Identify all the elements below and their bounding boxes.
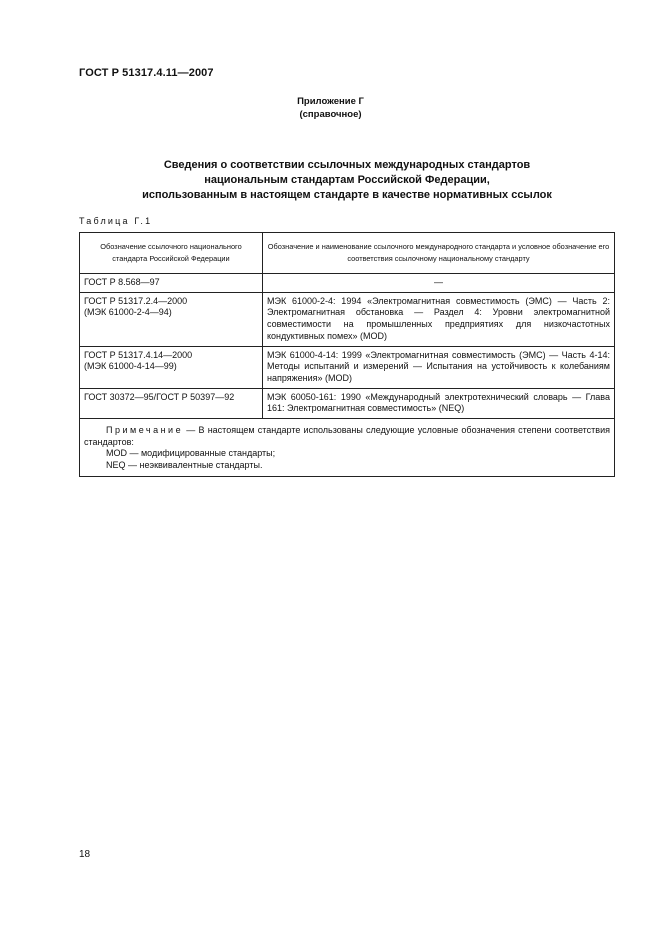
international-standard-cell: МЭК 60050-161: 1990 «Международный электротехнический словарь — Глава 161: Электромагнитная совместимость» (NEQ) [263, 388, 615, 418]
table-row [80, 292, 615, 346]
international-standard-cell: МЭК 61000-4-14: 1999 «Электромагнитная совместимость (ЭМС) — Часть 4-14: Методы испытаний и измерений — Испытания на устойчивость к колебаниям напряжения» (MOD) [263, 346, 615, 388]
heading-line-3: использованным в настоящем стандарте в качестве нормативных ссылок [142, 189, 552, 201]
international-standard-cell: МЭК 61000-2-4: 1994 «Электромагнитная совместимость (ЭМС) — Часть 2: Электромагнитная обстановка — Раздел 4: Уровни электромагнитной совместимости на промышленных предприятиях для низкочастотных кондуктивных помех» (MOD) [263, 292, 615, 346]
document-code-header: ГОСТ Р 51317.4.11—2007 [79, 67, 214, 79]
table-row [80, 388, 615, 418]
note-text: — В настоящем стандарте использованы следующие условные обозначения степени соответствия стандартов: [84, 425, 610, 447]
table-caption: Таблица Г.1 [79, 216, 153, 226]
international-standard-cell: — [263, 274, 615, 293]
section-heading [79, 158, 615, 203]
column-header-international: Обозначение и наименование ссылочного международного стандарта и условное обозначение его соответствия ссылочному национальному стандарту [263, 233, 615, 274]
note-item-mod: MOD — модифицированные стандарты; [106, 448, 276, 459]
page-number: 18 [79, 849, 91, 860]
national-standard-code: ГОСТ 30372—95/ГОСТ Р 50397—92 [84, 391, 235, 402]
appendix-type: (справочное) [299, 109, 362, 120]
national-standard-code: ГОСТ Р 51317.2.4—2000 [84, 295, 188, 306]
national-standard-code: ГОСТ Р 51317.4.14—2000 [84, 349, 193, 360]
heading-line-1: Сведения о соответствии ссылочных международных стандартов [163, 159, 531, 171]
heading-line-2: национальным стандартам Российской Федерации, [204, 174, 490, 186]
appendix-title: Приложение Г [297, 96, 364, 107]
table-note [80, 419, 615, 477]
national-standard-code: ГОСТ Р 8.568—97 [84, 277, 160, 287]
table-row [80, 274, 615, 293]
column-header-national: Обозначение ссылочного национального стандарта Российской Федерации [80, 233, 263, 274]
standards-correspondence-table [79, 232, 615, 477]
table-header-row [80, 233, 615, 274]
national-standard-cell [80, 388, 263, 418]
note-item-neq: NEQ — неэквивалентные стандарты. [106, 460, 263, 471]
national-standard-cell [80, 292, 263, 346]
table-row [80, 346, 615, 388]
national-standard-cell [80, 346, 263, 388]
table-note-row [80, 419, 615, 477]
national-standard-cell [80, 274, 263, 293]
equivalent-standard-code: (МЭК 61000-4-14—99) [84, 361, 177, 372]
note-label: Примечание [106, 425, 184, 436]
equivalent-standard-code: (МЭК 61000-2-4—94) [84, 307, 172, 318]
